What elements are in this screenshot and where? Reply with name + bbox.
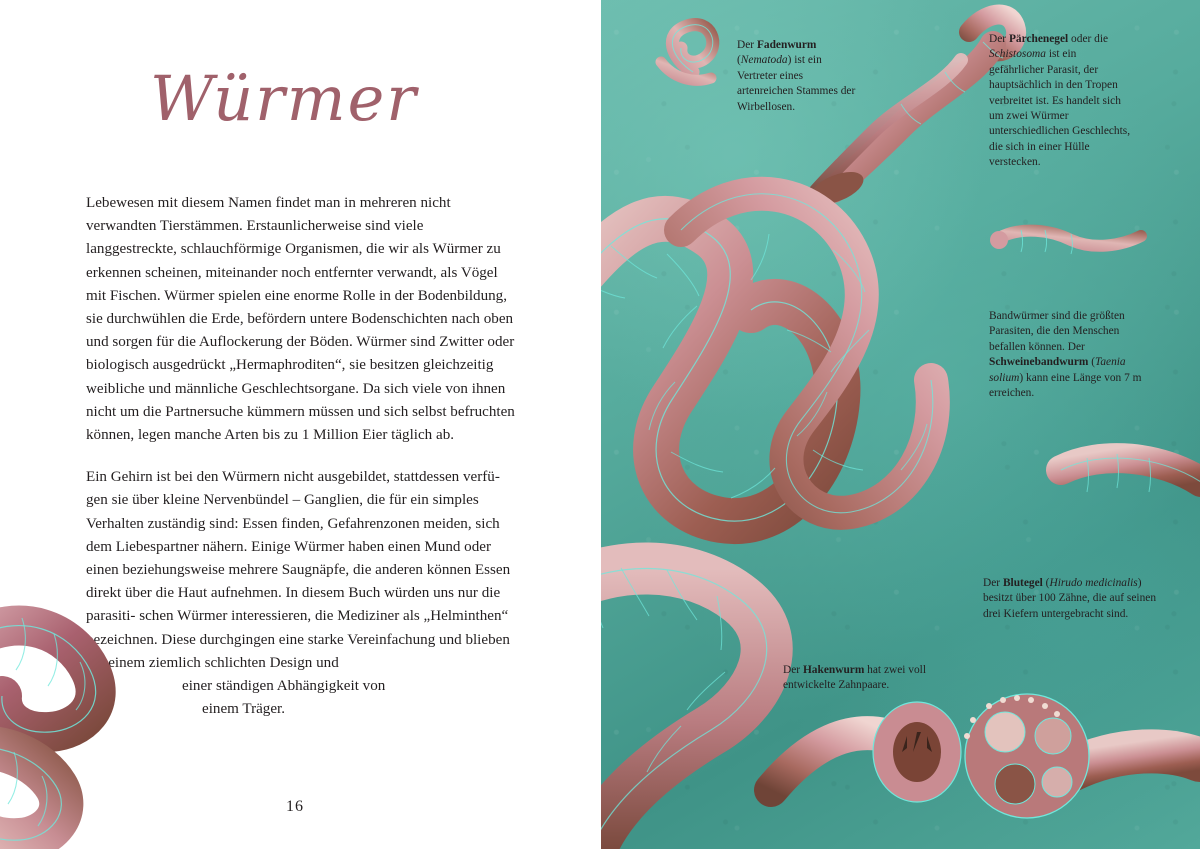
caption-blutegel (983, 576, 1161, 622)
caption-species-name: Blutegel (1002, 577, 1043, 589)
fadenwurm-illustration (661, 25, 713, 81)
paragraph-2-line: einem Träger. (202, 701, 286, 718)
page-number: 16 (286, 798, 304, 815)
caption-text: hat zwei voll entwickelte Zahnpaare. (783, 664, 927, 692)
small-worm-illustration (990, 230, 1141, 254)
paragraph-2-line: gen sie über kleine Nervenbündel – Ganglien, die für ein simples (86, 492, 479, 509)
caption-text: ) kann eine Länge von 7 m erreichen. (989, 371, 1142, 400)
hakenwurm-illustration (771, 702, 961, 802)
caption-latin-name: Hirudo medicinalis (1049, 577, 1138, 589)
caption-text: ist ein gefährlicher Parasit, der hauptsächlich in den Tropen verbreitet ist. Es handelt sich um zwei Würmer unterschiedlichen Geschlechts, die sich in einer Hülle verstecken. (989, 48, 1131, 169)
paragraph-2-line: einer ständigen Abhängigkeit von (182, 678, 386, 695)
paragraph-2-line: bezeichnen. Diese durchgingen eine starke Vereinfachung (86, 631, 436, 648)
caption-lead: Bandwürmer sind die größten Parasiten, die den Menschen befallen können. Der (989, 310, 1125, 353)
caption-lead: Der (783, 664, 803, 676)
paragraph-2-line: und blieben bei einem ziemlich schlichten Design und (86, 631, 510, 671)
bandwurm-head-illustration (964, 694, 1200, 818)
caption-fadenwurm (737, 38, 859, 115)
caption-text: ( (737, 54, 741, 67)
caption-latin-name: Schistosoma (989, 48, 1046, 61)
caption-species-name: Schweinebandwurm (989, 356, 1089, 369)
right-page (601, 0, 1200, 849)
bandwurm-tail-illustration (601, 568, 767, 849)
paragraph-2-line: dem Liebespartner nähern. Einige Würmer haben einen Mund oder einen (86, 538, 492, 579)
caption-text: ( (1042, 577, 1050, 589)
page-title-text: Würmer (150, 62, 418, 135)
caption-species-name: Hakenwurm (802, 664, 865, 676)
caption-lead: Der (737, 39, 757, 51)
caption-text: ) besitzt über 100 Zähne, die auf seinen drei Kiefern untergebracht sind. (983, 577, 1157, 620)
caption-text: ) ist ein Vertreter eines artenreichen Stammes der Wirbellosen. (737, 54, 856, 113)
page-title (150, 62, 418, 135)
paragraph-2-line: schen Würmer interessieren, die Mediziner als „Helminthen“ (139, 608, 509, 625)
caption-bandwurm (989, 309, 1145, 401)
caption-latin-name: Taenia solium (989, 356, 1126, 384)
paragraph-2-line: Ein Gehirn ist bei den Würmern nicht ausgebildet, stattdessen verfü- (86, 469, 500, 486)
caption-lead: Der (989, 33, 1009, 45)
caption-paerchenegel (989, 32, 1131, 171)
paragraph-1: Lebewesen mit diesem Namen findet man in mehreren nicht verwandten Tierstämmen. Erstaunlicherweise sind viele langgestreckte, schlauchförmige Organismen, die wir als Würmer zu erkennen scheinen, miteinander noch entfernter verwandt, als Vögel mit Fischen. Würmer spielen eine enorme Rolle in der Bodenbildung, sie durchwühlen die Erde, befördern untere Bodenschichten nach oben und sorgen für die Auflockerung der Böden. Würmer sind Zwitter oder biologisch ausgedrückt „Hermaphroditen“, sie besitzen gleichzeitig weibliche und männliche Geschlechtsorgane. Da sich viele von ihnen nicht um die Partnersuche kümmern müssen und sich selbst befruchten können, legen manche Arten bis zu 1 Million Eier täglich ab. (86, 195, 515, 444)
paragraph-2-line: Verhalten zuständig sind: Essen finden, Gefahrenzonen meiden, sich (86, 515, 500, 532)
bandwurm-illustration (601, 194, 933, 521)
paragraph-2-line: über die Haut aufnehmen. In diesem Buch würden uns nur die parasiti- (86, 585, 501, 625)
paragraph-2-line: beziehungsweise mehrere Saugnäpfe, die anderen können Essen direkt (86, 562, 511, 602)
caption-hakenwurm (783, 663, 959, 694)
caption-species-name: Fadenwurm (756, 39, 817, 51)
caption-species-name: Pärchenegel (1008, 33, 1069, 45)
worm-illustration-left (0, 600, 240, 849)
caption-latin-name: Nematoda (740, 54, 788, 67)
caption-lead: Der (983, 577, 1003, 589)
caption-text: oder die (1068, 33, 1109, 45)
caption-text: ( (1088, 356, 1096, 369)
blutegel-illustration (1061, 454, 1200, 492)
